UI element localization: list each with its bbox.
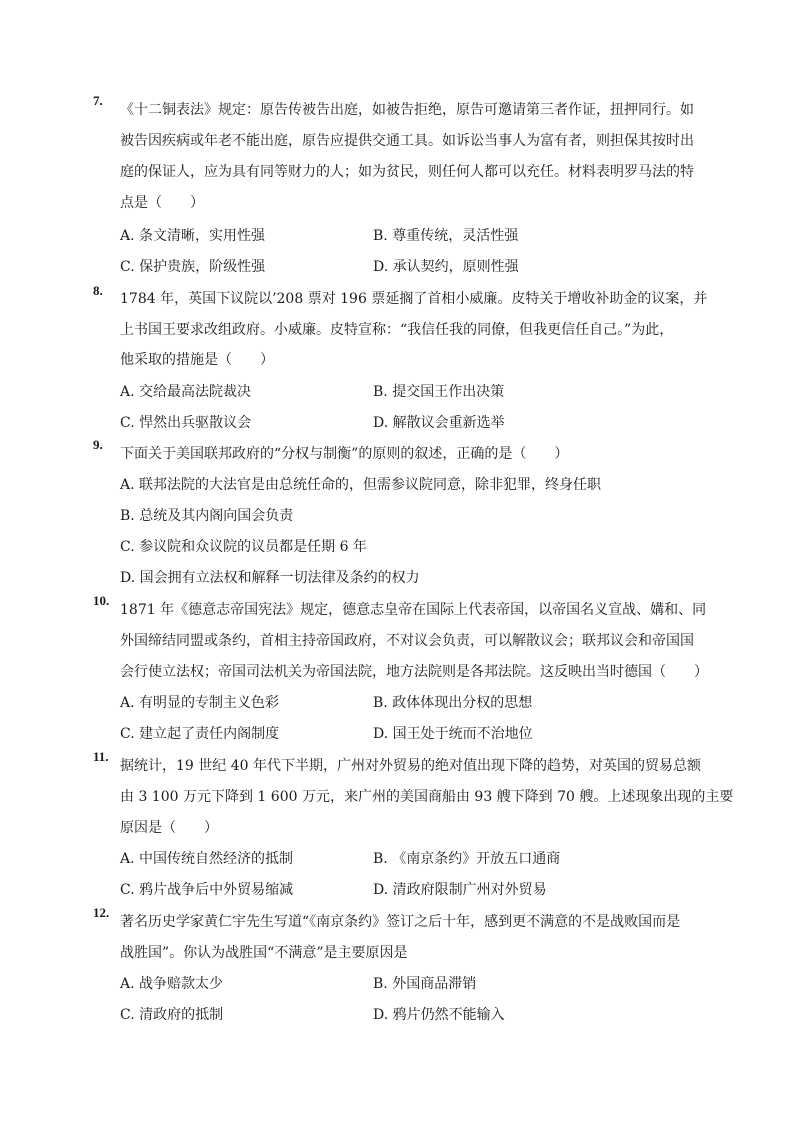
question-text-line: 《十二铜表法》规定：原告传被告出庭，如被告拒绝，原告可邀请第三者作证，扭押同行。如 [120,102,694,118]
option-d: D. 国王处于统而不治地位 [373,726,533,742]
question-text-line: 著名历史学家黄仁宇先生写道“《南京条约》签订之后十年，感到更不满意的不是战败国而是 [120,914,681,930]
option-a: A. 条文清晰，实用性强 [120,228,266,244]
option-b: B. 尊重传统，灵活性强 [373,228,519,244]
option-c: C. 悍然出兵驱散议会 [120,415,252,431]
option-d: D. 承认契约，原则性强 [373,259,519,275]
option-a: A. 交给最高法院裁决 [120,384,252,400]
question-number: 8. [93,283,103,298]
question-text-line: 外国缔结同盟或条约，首相主持帝国政府，不对议会负责，可以解散议会；联邦议会和帝国国 [120,633,694,649]
option-c: C. 参议院和众议院的议员都是任期 6 年 [120,539,367,555]
question-text-line: 庭的保证人，应为具有同等财力的人；如为贫民，则任何人都可以充任。材料表明罗马法的特 [120,164,694,180]
option-b: B. 总统及其内阁向国会负责 [120,508,294,524]
option-c: C. 保护贵族，阶级性强 [120,259,266,275]
question-number: 12. [93,905,110,920]
option-b: B. 《南京条约》开放五口通商 [373,851,561,867]
question-text-line: 被告因疾病或年老不能出庭，原告应提供交通工具。如诉讼当事人为富有者，则担保其按时出 [120,133,694,149]
question-text-line: 他采取的措施是（ ） [120,352,274,368]
question-text-line: 战胜国”。你认为战胜国“不满意”是主要原因是 [120,945,408,961]
option-c: C. 清政府的抵制 [120,1007,224,1023]
question-text-line: 点是（ ） [120,195,204,211]
option-a: A. 有明显的专制主义色彩 [120,695,280,711]
option-c: C. 鸦片战争后中外贸易缩减 [120,882,294,898]
question-text-line: 1784 年，英国下议院以’208 票对 196 票延搁了首相小威廉。皮特关于增收补助金的议案，并 [120,291,708,307]
question-number: 10. [93,593,110,608]
question-number: 11. [93,749,109,764]
question-text-line: 会行使立法权；帝国司法机关为帝国法院，地方法院则是各邦法院。这反映出当时德国（ ） [120,664,708,680]
option-d: D. 清政府限制广州对外贸易 [373,882,547,898]
option-b: B. 提交国王作出决策 [373,384,505,400]
question-text-line: 下面关于美国联邦政府的“分权与制衡”的原则的叙述，正确的是（ ） [120,446,569,462]
option-d: D. 解散议会重新选举 [373,415,505,431]
option-d: D. 国会拥有立法权和解释一切法律及条约的权力 [120,570,420,586]
option-d: D. 鸦片仍然不能输入 [373,1007,505,1023]
option-a: A. 联邦法院的大法官是由总统任命的，但需参议院同意，除非犯罪，终身任职 [120,477,602,493]
option-c: C. 建立起了责任内阁制度 [120,726,280,742]
question-number: 7. [93,93,103,108]
option-a: A. 中国传统自然经济的抵制 [120,851,294,867]
option-a: A. 战争赔款太少 [120,976,224,992]
question-text-line: 原因是（ ） [120,820,218,836]
question-number: 9. [93,437,103,452]
option-b: B. 外国商品滞销 [373,976,477,992]
question-text-line: 据统计，19 世纪 40 年代下半期，广州对外贸易的绝对值出现下降的趋势，对英国的贸易总额 [120,758,701,774]
question-text-line: 由 3 100 万元下降到 1 600 万元，来广州的美国商船由 93 艘下降到 70 艘。上述现象出现的主要 [120,789,734,805]
option-b: B. 政体体现出分权的思想 [373,695,533,711]
question-text-line: 1871 年《德意志帝国宪法》规定，德意志皇帝在国际上代表帝国，以帝国名义宣战、媾和、同 [120,602,707,618]
question-text-line: 上书国王要求改组政府。小威廉。皮特宣称：“我信任我的同僚，但我更信任自己。”为此， [120,322,674,338]
